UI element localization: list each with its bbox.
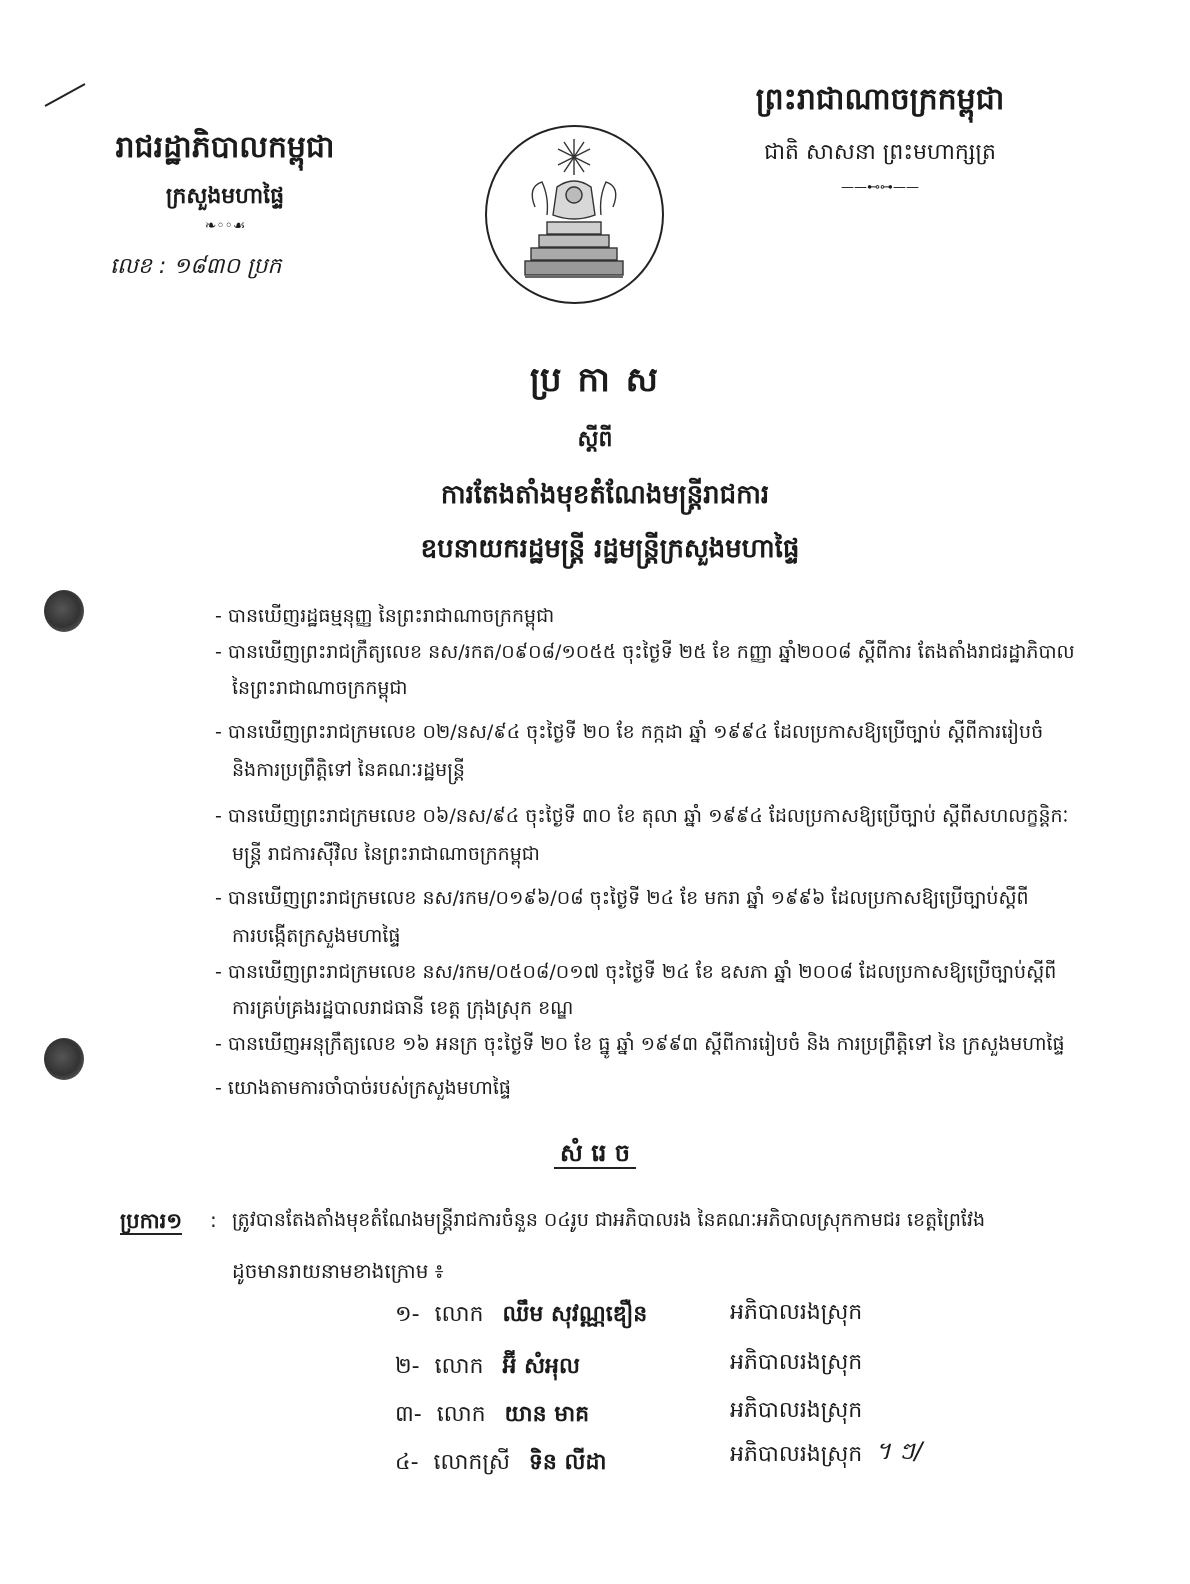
- appointee-title: លោក: [434, 1302, 484, 1327]
- regarding-label: ស្តីពី: [577, 427, 613, 452]
- consideration-line-cont: និងការប្រព្រឹត្តិទៅ នៃគណៈរដ្ឋមន្ត្រី: [232, 759, 465, 781]
- ministry-name: ក្រសួងមហាផ្ទៃ: [165, 184, 285, 209]
- consideration-line: - បានឃើញអនុក្រឹត្យលេខ ១៦ អនក្រ ចុះថ្ងៃទី ២០ ខែ ធ្នូ ឆ្នាំ ១៩៩៣ ស្តីពីការរៀបចំ និង ការប្រព្រឹត្តិទៅ នៃ ក្រសួងមហាផ្ទៃ: [215, 1033, 1065, 1055]
- consideration-line: - បានឃើញព្រះរាជក្រមលេខ ០២/នស/៩៤ ចុះថ្ងៃទី ២០ ខែ កក្កដា ឆ្នាំ ១៩៩៤ ដែលប្រកាសឱ្យប្រើច្បាប់ ស្តីពីការរៀបចំ: [215, 721, 1044, 743]
- handwritten-mark: ។ ៗ/: [875, 1437, 923, 1465]
- document-subject: ការតែងតាំងមុខតំណែងមន្ត្រីរាជការ: [440, 480, 770, 510]
- pen-stroke-mark: [40, 80, 90, 110]
- national-motto: ជាតិ សាសនា ព្រះមហាក្សត្រ: [764, 140, 996, 165]
- header-left: [95, 128, 355, 234]
- appointee-title: លោក: [434, 1354, 484, 1379]
- punch-hole: [44, 590, 84, 632]
- appointee-role: អភិបាលរងស្រុក: [730, 1442, 863, 1467]
- header-right-ornament: ——⊷⊶——: [841, 180, 919, 195]
- appointee-row: [395, 1448, 606, 1480]
- appointee-role: អភិបាលរងស្រុក: [730, 1398, 863, 1423]
- appointee-role: អភិបាលរងស្រុក: [730, 1350, 863, 1375]
- article-continuation: ដូចមានរាយនាមខាងក្រោម ៖: [232, 1259, 444, 1283]
- appointee-name: ឈឹម សុវណ្ណឌឿន: [502, 1302, 648, 1327]
- article-text: ត្រូវបានតែងតាំងមុខតំណែងមន្ត្រីរាជការចំនួន ០៤រូប ជាអភិបាលរង នៃគណៈអភិបាលស្រុកកាមជរ ខេត្តព្រៃវែង: [232, 1209, 986, 1231]
- document-title: ប្រ កា ស: [529, 360, 661, 400]
- government-name: រាជរដ្ឋាភិបាលកម្ពុជា: [115, 130, 335, 165]
- appointee-number: ១-: [395, 1302, 420, 1327]
- consideration-line-cont: ការគ្រប់គ្រងរដ្ឋបាលរាជធានី ខេត្ត ក្រុងស្រុក ខណ្ឌ: [232, 997, 574, 1019]
- consideration-line: - បានឃើញព្រះរាជក្រមលេខ ០៦/នស/៩៤ ចុះថ្ងៃទី ៣០ ខែ តុលា ឆ្នាំ ១៩៩៤ ដែលប្រកាសឱ្យប្រើច្បាប់ ស្តីពីសហលក្ខន្តិកៈ: [215, 805, 1069, 827]
- emblem-icon: [487, 127, 662, 302]
- appointee-name: យាន មាគ: [504, 1402, 590, 1427]
- appointee-name: ទិន លីដា: [528, 1450, 607, 1475]
- reference-number: លេខ : ១៨៣០ ប្រក: [110, 254, 282, 279]
- appointee-row: [395, 1300, 647, 1332]
- article-label: [120, 1208, 182, 1239]
- consideration-line: - បានឃើញព្រះរាជក្រមលេខ នស/រកម/០៥០៨/០១៧ ចុះថ្ងៃទី ២៤ ខែ ឧសភា ឆ្នាំ ២០០៨ ដែលប្រកាសឱ្យប្រើច្បាប់ស្តីពី: [215, 961, 1057, 983]
- ministry-emblem: [485, 125, 664, 304]
- appointee-name: អ៊ី សំអុល: [502, 1354, 580, 1379]
- kingdom-name: ព្រះរាជាណាចក្រកម្ពុជា: [755, 82, 1005, 117]
- appointee-title: លោកស្រី: [433, 1450, 510, 1475]
- consideration-line: - បានឃើញព្រះរាជក្រឹត្យលេខ នស/រកត/០៩០៨/១០៥៥ ចុះថ្ងៃទី ២៥ ខែ កញ្ញា ឆ្នាំ២០០៨ ស្តីពីការ តែងតាំងរាជរដ្ឋាភិបាល: [215, 641, 1075, 663]
- punch-hole: [44, 1038, 84, 1080]
- header-left-ornament: ❧◦◦☙: [204, 218, 246, 234]
- appointee-number: ៣-: [395, 1402, 422, 1427]
- consideration-line-cont: មន្ត្រី រាជការស៊ីវិល នៃព្រះរាជាណាចក្រកម្ពុជា: [232, 843, 540, 865]
- article-colon: :: [210, 1208, 217, 1232]
- consideration-line-cont: ការបង្កើតក្រសួងមហាផ្ទៃ: [232, 925, 401, 947]
- appointee-title: លោក: [436, 1402, 486, 1427]
- appointee-number: ២-: [395, 1354, 420, 1379]
- consideration-line: - បានឃើញព្រះរាជក្រមលេខ នស/រកម/០១៩៦/០៨ ចុះថ្ងៃទី ២៤ ខែ មករា ឆ្នាំ ១៩៩៦ ដែលប្រកាសឱ្យប្រើច្បាប់ស្តីពី: [215, 887, 1029, 909]
- article-label-text: ប្រការ១: [120, 1209, 183, 1233]
- issuer-title: ឧបនាយករដ្ឋមន្ត្រី រដ្ឋមន្ត្រីក្រសួងមហាផ្ទៃ: [420, 534, 800, 564]
- appointee-row: [395, 1400, 589, 1432]
- decision-heading-text: សំ រេ ច: [554, 1139, 636, 1169]
- appointee-role: អភិបាលរងស្រុក: [730, 1300, 863, 1325]
- consideration-line: - យោងតាមការចាំបាច់របស់ក្រសួងមហាផ្ទៃ: [215, 1077, 511, 1099]
- decision-heading: [0, 1138, 1190, 1173]
- appointee-row: [395, 1352, 580, 1384]
- appointee-number: ៤-: [395, 1450, 419, 1475]
- header-right: [720, 80, 1040, 195]
- consideration-line-cont: នៃព្រះរាជាណាចក្រកម្ពុជា: [232, 677, 408, 699]
- consideration-line: - បានឃើញរដ្ឋធម្មនុញ្ញ នៃព្រះរាជាណាចក្រកម្ពុជា: [215, 605, 555, 627]
